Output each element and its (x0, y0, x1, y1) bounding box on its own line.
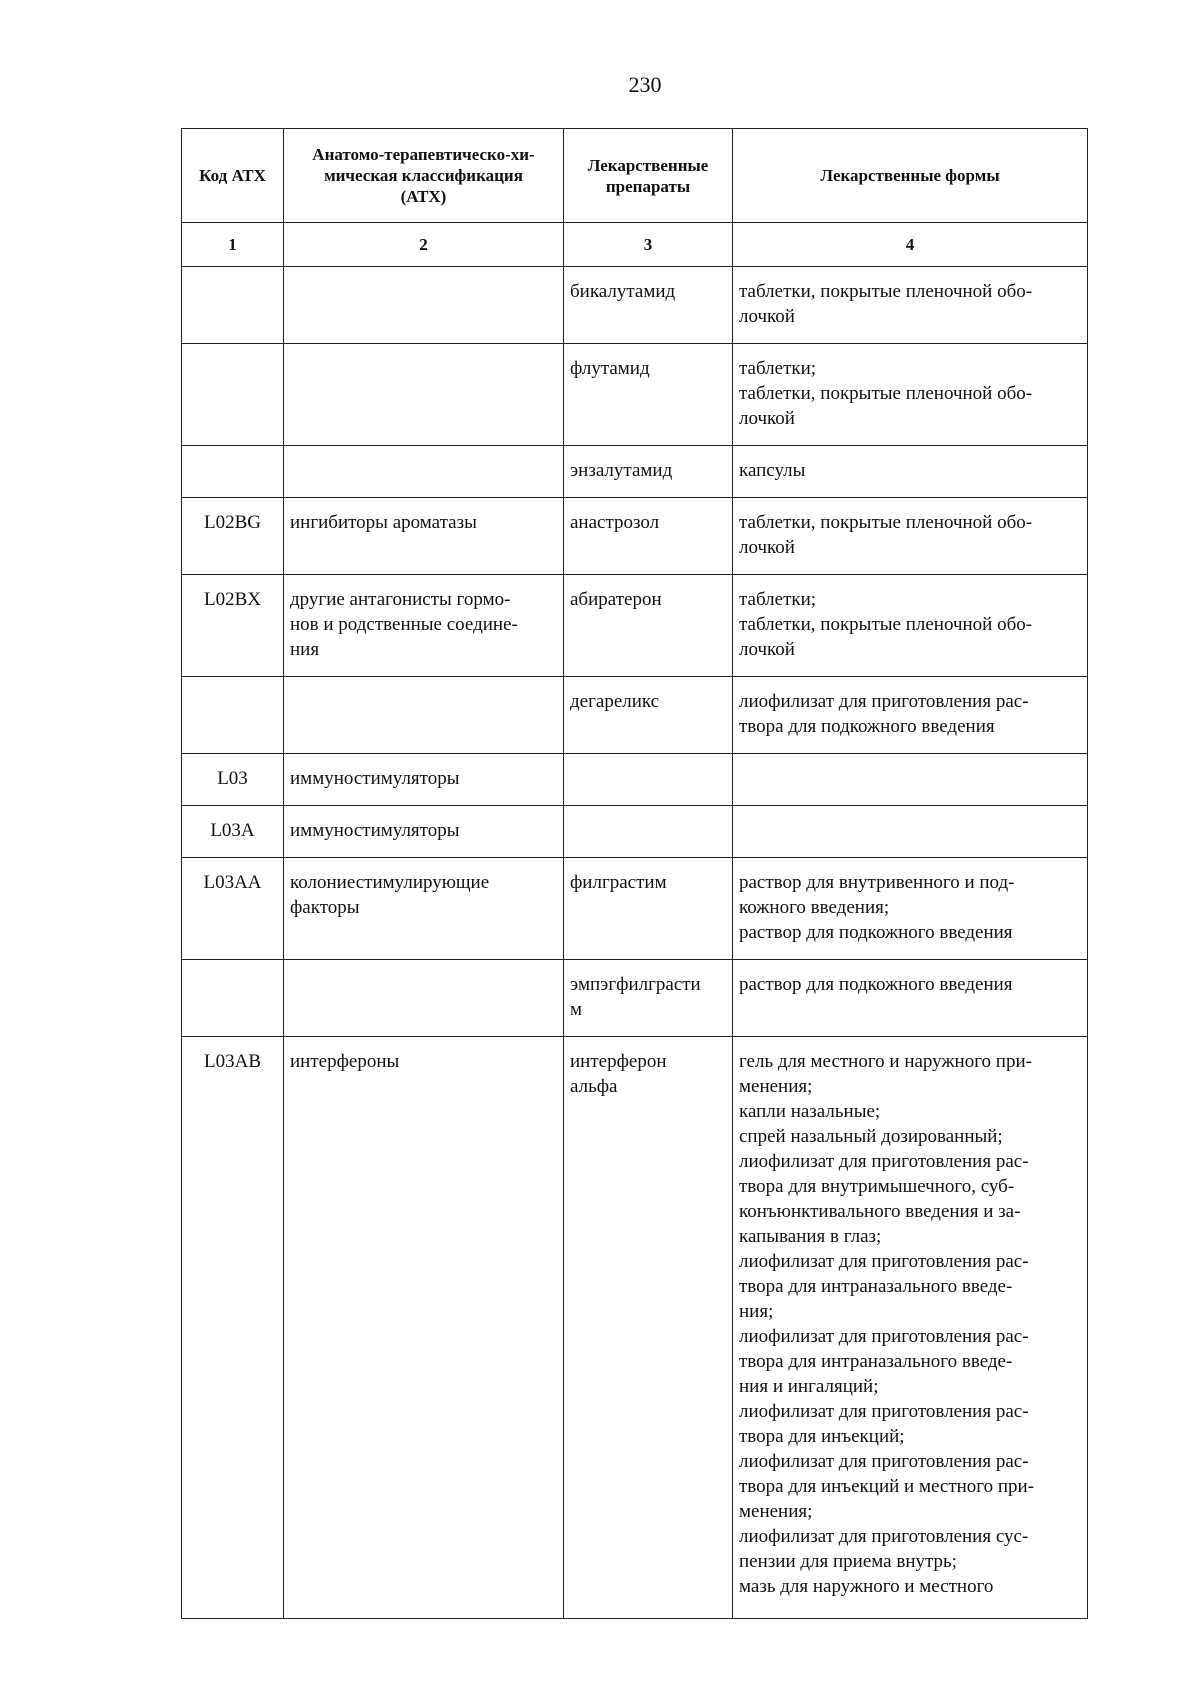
classification-cell (284, 677, 564, 754)
atx-code-cell: L03AA (182, 858, 284, 960)
forms-cell: таблетки; таблетки, покрытые пленочной обо- лочкой (733, 344, 1088, 446)
header-drugs: Лекарственные препараты (564, 129, 733, 223)
classification-cell: иммуностимуляторы (284, 806, 564, 858)
table-row (182, 575, 1088, 677)
drug-cell: бикалутамид (564, 267, 733, 344)
atx-table (181, 128, 1088, 1619)
forms-cell: таблетки, покрытые пленочной обо- лочкой (733, 498, 1088, 575)
drug-cell: абиратерон (564, 575, 733, 677)
classification-cell: интерфероны (284, 1037, 564, 1619)
table-row (182, 806, 1088, 858)
forms-cell: таблетки; таблетки, покрытые пленочной обо- лочкой (733, 575, 1088, 677)
forms-cell: раствор для подкожного введения (733, 960, 1088, 1037)
atx-code-cell: L03 (182, 754, 284, 806)
atx-code-cell: L02BX (182, 575, 284, 677)
classification-cell (284, 344, 564, 446)
table-row (182, 446, 1088, 498)
drug-cell: энзалутамид (564, 446, 733, 498)
forms-cell: лиофилизат для приготовления рас- твора для подкожного введения (733, 677, 1088, 754)
header-forms: Лекарственные формы (733, 129, 1088, 223)
column-number: 1 (182, 223, 284, 267)
atx-code-cell (182, 677, 284, 754)
table-row (182, 960, 1088, 1037)
classification-cell: другие антагонисты гормо- нов и родственные соедине- ния (284, 575, 564, 677)
atx-code-cell (182, 344, 284, 446)
classification-cell: колониестимулирующие факторы (284, 858, 564, 960)
drug-cell (564, 754, 733, 806)
classification-cell (284, 960, 564, 1037)
drug-cell: дегареликс (564, 677, 733, 754)
forms-cell (733, 754, 1088, 806)
table-row (182, 498, 1088, 575)
classification-cell (284, 446, 564, 498)
page-number: 230 (628, 72, 662, 97)
atx-code-cell: L02BG (182, 498, 284, 575)
forms-cell: гель для местного и наружного при- менения; капли назальные; спрей назальный дозированный; лиофилизат для приготовления рас- твора для внутримышечного, суб- конъюнктивального введения и за- капывания в глаз; лиофилизат для приготовления рас- твора для интраназального введе- ния; лиофилизат для приготовления рас- твора для интраназального введе- ния и ингаляций; лиофилизат для приготовления рас- твора для инъекций; лиофилизат для приготовления рас- твора для инъекций и местного при- менения; лиофилизат для приготовления сус- пензии для приема внутрь; мазь для наружного и местного (733, 1037, 1088, 1619)
drug-cell (564, 806, 733, 858)
drug-cell: флутамид (564, 344, 733, 446)
atx-code-cell: L03AB (182, 1037, 284, 1619)
column-number: 2 (284, 223, 564, 267)
table-header-row (182, 129, 1088, 223)
table-row (182, 344, 1088, 446)
classification-cell: ингибиторы ароматазы (284, 498, 564, 575)
column-number: 3 (564, 223, 733, 267)
header-classification: Анатомо-терапевтическо-хи- мическая классификация (АТХ) (284, 129, 564, 223)
classification-cell (284, 267, 564, 344)
table-row (182, 1037, 1088, 1619)
forms-cell: раствор для внутривенного и под- кожного введения; раствор для подкожного введения (733, 858, 1088, 960)
atx-code-cell (182, 960, 284, 1037)
table-row (182, 267, 1088, 344)
atx-code-cell (182, 446, 284, 498)
table-row (182, 754, 1088, 806)
classification-cell: иммуностимуляторы (284, 754, 564, 806)
drug-cell: эмпэгфилграсти м (564, 960, 733, 1037)
header-code: Код АТХ (182, 129, 284, 223)
drug-cell: анастрозол (564, 498, 733, 575)
column-number: 4 (733, 223, 1088, 267)
atx-code-cell (182, 267, 284, 344)
forms-cell: капсулы (733, 446, 1088, 498)
table-row (182, 677, 1088, 754)
table-row (182, 858, 1088, 960)
atx-code-cell: L03A (182, 806, 284, 858)
drug-cell: интерферон альфа (564, 1037, 733, 1619)
drug-cell: филграстим (564, 858, 733, 960)
column-number-row (182, 223, 1088, 267)
forms-cell: таблетки, покрытые пленочной обо- лочкой (733, 267, 1088, 344)
forms-cell (733, 806, 1088, 858)
